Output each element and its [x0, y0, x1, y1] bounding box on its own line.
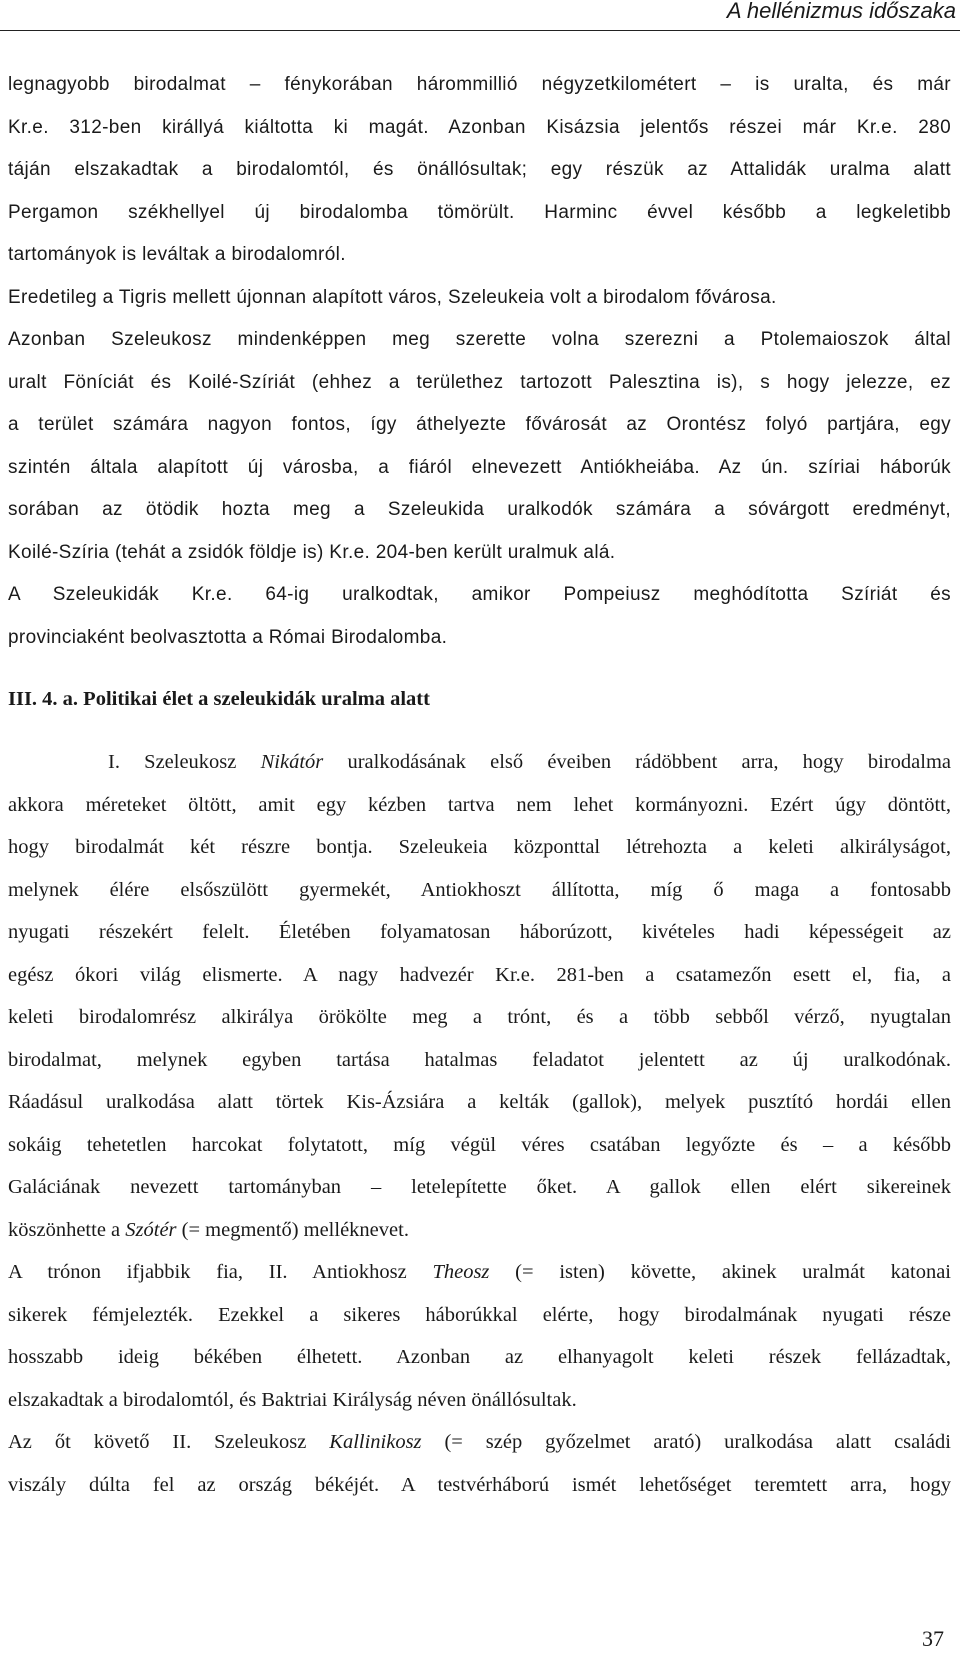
text-line: birodalmat, melynek egyben tartása hatalmas feladatot jelentett az új uralkodónak. [8, 1049, 951, 1071]
text-line: sikerek fémjelezték. Ezekkel a sikeres háborúkkal elérte, hogy birodalmának nyugati része [8, 1304, 951, 1326]
text-line: nyugati részekért felelt. Életében folyamatosan háborúzott, kivételes hadi képességeit az [8, 921, 951, 943]
text-line: Ráadásul uralkodása alatt törtek Kis-Ázsiára a kelták (gallok), melyek pusztító hordái ellen [8, 1091, 951, 1113]
text-line: Pergamon székhellyel új birodalomba tömörült. Harminc évvel később a legkeletibb [8, 202, 951, 223]
text-span: uralkodásának első éveiben rádöbbent arra, hogy birodalma [323, 751, 952, 773]
text-line: Koilé-Szíria (tehát a zsidók földje is) Kr.e. 204-ben került uralmuk alá. [8, 542, 616, 563]
text-line: A Szeleukidák Kr.e. 64-ig uralkodtak, amikor Pompeiusz meghódította Szíriát és [8, 584, 951, 605]
page-header [0, 0, 960, 31]
text-line: szintén általa alapított új városba, a fiáról elnevezett Antiókheiába. Az ún. szíriai háborúk [8, 457, 951, 478]
text-line: sokáig tehetetlen harcokat folytatott, míg végül véres csatában legyőzte és – a később [8, 1134, 951, 1156]
text-line: akkora méreteket öltött, amit egy kézben tartva nem lehet kormányozni. Ezért úgy döntött, [8, 794, 951, 816]
text-span: (= megmentő) melléknevet. [176, 1219, 409, 1241]
emphasis-text: Szótér [125, 1219, 177, 1241]
emphasis-text: Kallinikosz [329, 1431, 422, 1453]
page-number: 37 [922, 1626, 944, 1651]
text-line: Galáciának nevezett tartományban – letelepítette őket. A gallok ellen elért sikereinek [8, 1176, 951, 1198]
text-span: I. Szeleukosz [108, 751, 261, 773]
text-line: egész ókori világ elismerte. A nagy hadvezér Kr.e. 281-ben a csatamezőn esett el, fia, a [8, 964, 951, 986]
section-heading: III. 4. a. Politikai élet a szeleukidák uralma alatt [8, 688, 430, 710]
text-line: tartományok is leváltak a birodalomról. [8, 244, 346, 265]
text-line [8, 1216, 951, 1245]
text-span: (= szép győzelmet arató) uralkodása alatt családi [421, 1431, 951, 1453]
text-line: viszály dúlta fel az ország békéjét. A testvérháború ismét lehetőséget teremtett arra, hogy [8, 1474, 951, 1496]
text-span: (= isten) követte, akinek uralmát katonai [489, 1261, 951, 1283]
text-span: köszönhette a [8, 1219, 126, 1241]
text-line: hogy birodalmát két részre bontja. Szeleukeia központtal létrehozta a keleti alkirályságot, [8, 836, 951, 858]
text-line [8, 1258, 951, 1287]
text-line: Azonban Szeleukosz mindenképpen meg szerette volna szerezni a Ptolemaioszok által [8, 329, 951, 350]
text-span: A trónon ifjabbik fia, II. Antiokhosz [8, 1261, 433, 1283]
text-line [108, 748, 951, 777]
text-line: provinciaként beolvasztotta a Római Birodalomba. [8, 627, 448, 648]
text-line: táján elszakadtak a birodalomtól, és önállósultak; egy részük az Attalidák uralma alatt [8, 159, 951, 180]
text-line: keleti birodalomrész alkirálya örökölte meg a trónt, és a több sebből vérző, nyugtalan [8, 1006, 951, 1028]
text-line: legnagyobb birodalmat – fénykorában hárommillió négyzetkilométert – is uralta, és már [8, 74, 951, 95]
text-line: sorában az ötödik hozta meg a Szeleukida uralkodók számára a sóvárgott eredményt, [8, 499, 951, 520]
text-line: Eredetileg a Tigris mellett újonnan alapított város, Szeleukeia volt a birodalom fővárosa. [8, 287, 777, 308]
text-line: a terület számára nagyon fontos, így áthelyezte fővárosát az Orontész folyó partjára, egy [8, 414, 951, 435]
text-line: elszakadtak a birodalomtól, és Baktriai Királyság néven önállósultak. [8, 1389, 577, 1411]
header-title: A hellénizmus időszaka [726, 0, 956, 23]
emphasis-text: Nikátór [260, 751, 324, 773]
text-line: Kr.e. 312-ben királlyá kiáltotta ki magát. Azonban Kisázsia jelentős részei már Kr.e. 280 [8, 117, 951, 138]
text-line: uralt Föníciát és Koilé-Szíriát (ehhez a területhez tartozott Palesztina is), s hogy jelezze, ez [8, 372, 951, 393]
text-span: Az őt követő II. Szeleukosz [8, 1431, 330, 1453]
emphasis-text: Theosz [432, 1261, 490, 1283]
text-line [8, 1428, 951, 1457]
text-line: hosszabb ideig békében élhetett. Azonban az elhanyagolt keleti részek fellázadtak, [8, 1346, 951, 1368]
text-line: melynek élére elsőszülött gyermekét, Antiokhoszt állította, míg ő maga a fontosabb [8, 879, 951, 901]
